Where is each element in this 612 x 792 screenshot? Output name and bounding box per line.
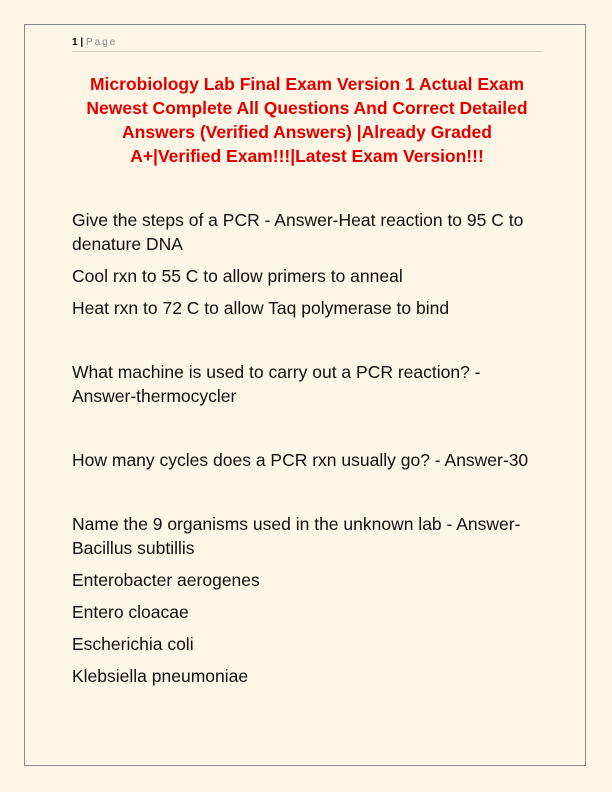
qa-question: How many cycles does a PCR rxn usually go? - Answer-30 <box>72 450 529 470</box>
qa-answer-line: Entero cloacae <box>72 602 189 622</box>
page-number: 1 <box>72 37 78 48</box>
qa-question: Give the steps of a PCR - Answer-Heat reaction to 95 C to denature DNA <box>72 210 524 254</box>
page-separator: | <box>80 37 84 48</box>
qa-answer-line: Escherichia coli <box>72 634 194 654</box>
title-line: Microbiology Lab Final Exam Version 1 Actual Exam <box>89 74 525 94</box>
qa-answer-line: Klebsiella pneumoniae <box>72 666 249 686</box>
qa-answer-line: Enterobacter aerogenes <box>72 570 260 590</box>
qa-answer-line: Cool rxn to 55 C to allow primers to anneal <box>72 266 403 286</box>
page-header <box>72 36 542 52</box>
title-line: Answers (Verified Answers) |Already Graded <box>122 122 492 142</box>
page-label: Page <box>85 37 118 48</box>
qa-question: What machine is used to carry out a PCR reaction? - Answer-thermocycler <box>72 362 481 406</box>
title-line: A+|Verified Exam!!!|Latest Exam Version!!! <box>130 146 484 166</box>
document-title <box>70 72 544 168</box>
title-line: Newest Complete All Questions And Correct Detailed <box>86 98 528 118</box>
qa-question: Name the 9 organisms used in the unknown lab - Answer-Bacillus subtillis <box>72 514 521 558</box>
qa-content <box>72 208 542 688</box>
qa-answer-line: Heat rxn to 72 C to allow Taq polymerase to bind <box>72 298 450 318</box>
